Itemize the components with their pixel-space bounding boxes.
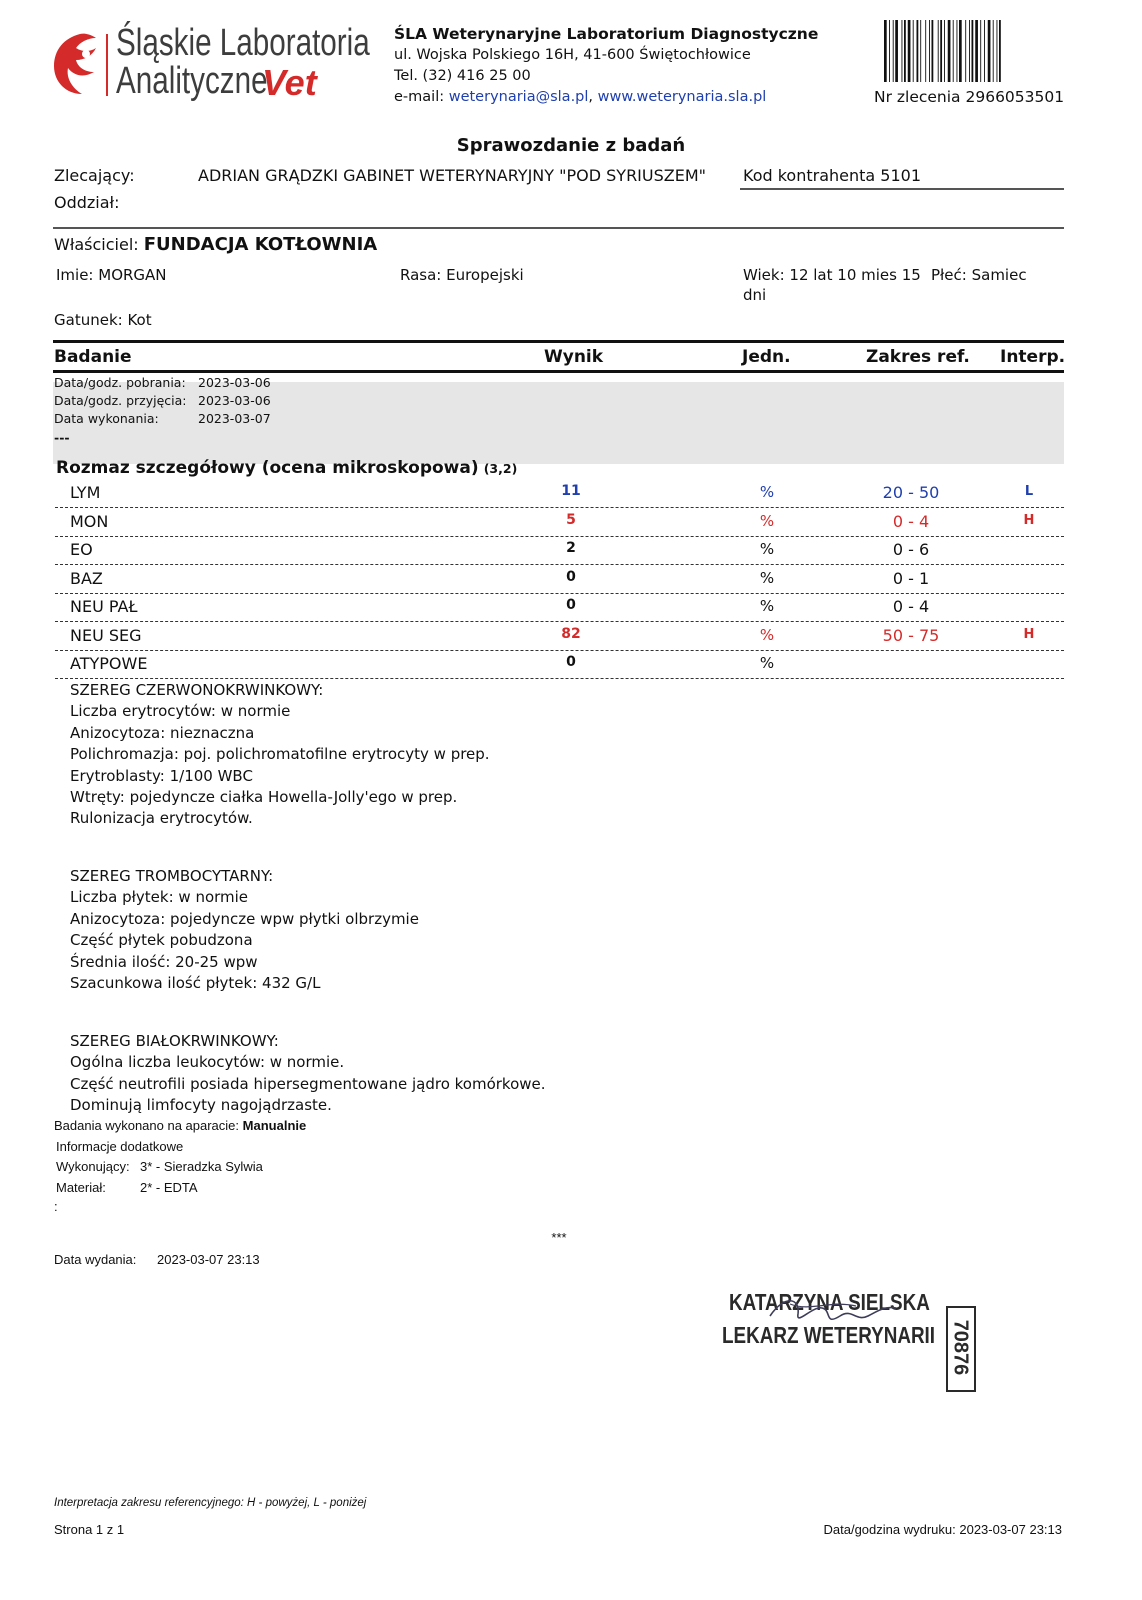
test-unit: % (759, 597, 775, 615)
test-unit: % (759, 511, 775, 530)
info-divider (53, 227, 1064, 229)
barcode-bar (889, 20, 890, 82)
barcode-bar (932, 20, 934, 82)
barcode-bar (957, 20, 958, 82)
date-value: 2023-03-06 (198, 393, 271, 408)
barcode-bar (913, 20, 914, 82)
header-result: Wynik (544, 347, 604, 367)
owner (54, 234, 377, 255)
owner-label: Właściciel: (54, 235, 139, 254)
logo-line-1: Śląskie Laboratoria (116, 22, 370, 64)
date-label: Data/godz. przyjęcia: (54, 393, 187, 408)
barcode-bar (969, 20, 970, 82)
test-flag: H (1023, 512, 1035, 528)
device-value: Manualnie (242, 1118, 307, 1133)
date-value: 2023-03-06 (198, 375, 271, 390)
branch-label: Oddział: (54, 193, 120, 212)
test-value: 0 (566, 568, 576, 585)
row-divider (55, 507, 1064, 508)
email-label: e-mail: (394, 89, 445, 105)
report-title: Sprawozdanie z badań (456, 135, 686, 156)
date-label: Data/godz. pobrania: (54, 375, 186, 390)
test-value: 5 (566, 511, 576, 528)
material-label: Materiał: (56, 1180, 106, 1195)
barcode-bar (908, 20, 911, 82)
age-line-1: Wiek: 12 lat 10 mies 15 (743, 266, 921, 284)
barcode-bar (997, 20, 998, 82)
order-number: Nr zlecenia 2966053501 (874, 88, 1065, 106)
test-name: MON (70, 511, 109, 531)
performer-value: 3* - Sieradzka Sylwia (140, 1159, 263, 1174)
note-line: Część płytek pobudzona (70, 931, 253, 950)
breed: Rasa: Europejski (400, 266, 524, 284)
barcode-bar (984, 20, 985, 82)
barcode-bar (884, 20, 887, 82)
row-divider (55, 621, 1064, 622)
date-label: Data wykonania: (54, 411, 159, 426)
page-number: Strona 1 z 1 (54, 1522, 125, 1537)
test-unit: % (759, 540, 775, 558)
row-divider (55, 536, 1064, 537)
test-name: NEU SEG (70, 625, 142, 645)
note-line: Średnia ilość: 20-25 wpw (70, 952, 258, 971)
device-line (54, 1118, 306, 1133)
test-ref-range: 0 - 4 (892, 511, 930, 531)
logo-vet: Vet (262, 62, 317, 103)
test-value: 82 (561, 625, 581, 642)
note-line: Ogólna liczba leukocytów: w normie. (70, 1053, 345, 1072)
lab-phone: Tel. (32) 416 25 00 (394, 68, 531, 84)
barcode-bar (893, 20, 894, 82)
white-series-notes (70, 1031, 546, 1117)
table-top-border (53, 340, 1064, 343)
logo-separator (106, 34, 108, 96)
print-date: Data/godzina wydruku: 2023-03-07 23:13 (823, 1522, 1062, 1537)
stamp-number-box (946, 1306, 976, 1392)
barcode-bar (993, 20, 994, 82)
barcode-bar (917, 20, 919, 82)
test-flag: H (1023, 626, 1035, 642)
barcode-bar (980, 20, 981, 82)
end-marker: *** (551, 1230, 567, 1245)
lab-address: ul. Wojska Polskiego 16H, 41-600 Świętochłowice (394, 47, 751, 63)
test-ref-range: 0 - 6 (892, 540, 930, 559)
note-line: Polichromazja: poj. polichromatofilne erytrocyty w prep. (70, 745, 490, 764)
note-line: Anizocytoza: nieznaczna (70, 723, 255, 742)
barcode-bar (902, 20, 903, 82)
table-header-border (53, 370, 1064, 373)
owner-value: FUNDACJA KOTŁOWNIA (143, 234, 378, 255)
sex: Płeć: Samiec (931, 266, 1027, 284)
barcode-bar (965, 20, 966, 82)
test-value: 2 (566, 540, 576, 556)
section-title-text: Rozmaz szczegółowy (ocena mikroskopowa) (56, 458, 479, 478)
note-line: Szacunkowa ilość płytek: 432 G/L (70, 974, 321, 993)
test-name: ATYPOWE (70, 654, 148, 673)
barcode-bar (938, 20, 939, 82)
note-line: SZEREG BIAŁOKRWINKOWY: (70, 1032, 279, 1050)
row-divider (55, 650, 1064, 651)
barcode-bar (975, 20, 978, 82)
lab-contact (394, 89, 766, 105)
test-ref-range: 50 - 75 (882, 625, 940, 645)
dates-suffix: --- (54, 430, 70, 445)
test-name: LYM (70, 483, 101, 502)
barcode-bar (895, 20, 898, 82)
empty-field-colon: : (54, 1199, 58, 1214)
issue-value: 2023-03-07 23:13 (157, 1252, 260, 1267)
barcode-bar (999, 20, 1001, 82)
barcode-bar (929, 20, 930, 82)
performer-label: Wykonujący: (56, 1159, 130, 1174)
note-line: Liczba erytrocytów: w normie (70, 702, 291, 721)
barcode-bar (972, 20, 974, 82)
test-flag: L (1024, 484, 1034, 499)
note-line: Część neutrofili posiada hipersegmentowane jądro komórkowe. (70, 1074, 546, 1093)
stamp-number: 70876 (949, 1319, 972, 1376)
test-ref-range: 0 - 1 (892, 568, 930, 588)
test-unit: % (759, 625, 775, 644)
note-line: Anizocytoza: pojedyncze wpw płytki olbrzymie (70, 909, 419, 928)
contractor-code: Kod kontrahenta 5101 (743, 166, 922, 185)
note-line: Erytroblasty: 1/100 WBC (70, 766, 253, 785)
test-value: 11 (561, 483, 581, 499)
row-divider (55, 593, 1064, 594)
test-value: 0 (566, 597, 576, 613)
platelet-series-notes (70, 866, 419, 994)
barcode-bar (940, 20, 942, 82)
section-title-suffix: (3,2) (483, 461, 518, 476)
lab-name: ŚLA Weterynaryjne Laboratorium Diagnostyczne (394, 25, 819, 43)
barcode-bar (948, 20, 951, 82)
material-value: 2* - EDTA (140, 1180, 198, 1195)
test-value: 0 (566, 654, 576, 670)
species: Gatunek: Kot (54, 311, 152, 329)
age-line-2: dni (743, 286, 767, 304)
section-title (56, 458, 517, 478)
barcode-bar (988, 20, 991, 82)
barcode-bar (944, 20, 945, 82)
stamp-name: KATARZYNA SIELSKA (729, 1289, 930, 1315)
test-name: BAZ (70, 568, 103, 588)
website-link[interactable]: www.weterynaria.sla.pl (597, 89, 767, 105)
note-line: Rulonizacja erytrocytów. (70, 809, 253, 828)
eagle-logo-icon (50, 30, 110, 98)
device-label: Badania wykonano na aparacie: (54, 1118, 240, 1133)
test-name: NEU PAŁ (70, 597, 138, 616)
animal-name: Imie: MORGAN (56, 266, 167, 284)
interpretation-note: Interpretacja zakresu referencyjnego: H - powyżej, L - poniżej (54, 1497, 367, 1509)
row-divider (55, 564, 1064, 565)
dates-block (53, 375, 1064, 464)
header-interp: Interp. (1000, 347, 1066, 367)
test-ref-range: 20 - 50 (882, 483, 940, 502)
date-value: 2023-03-07 (198, 411, 271, 426)
red-series-notes (70, 680, 490, 830)
contractor-underline (740, 188, 1064, 190)
stamp-title: LEKARZ WETERYNARII (722, 1322, 936, 1348)
test-ref-range: 0 - 4 (892, 597, 930, 616)
logo-line-2: Analityczne (116, 60, 268, 102)
signature-icon (760, 1286, 910, 1336)
note-line: Liczba płytek: w normie (70, 888, 249, 907)
header-ref: Zakres ref. (866, 347, 970, 367)
additional-info: Informacje dodatkowe (56, 1139, 184, 1154)
note-line: Dominują limfocyty nagojądrzaste. (70, 1096, 332, 1115)
test-unit: % (759, 568, 775, 587)
ordering-value: ADRIAN GRĄDZKI GABINET WETERYNARYJNY "POD SYRIUSZEM" (198, 166, 706, 185)
test-name: EO (70, 540, 93, 559)
row-divider (55, 678, 1064, 679)
contact-comma: , (588, 89, 594, 105)
barcode-bar (953, 20, 954, 82)
barcode-bar (925, 20, 926, 82)
note-line: SZEREG TROMBOCYTARNY: (70, 867, 274, 885)
barcode-icon (884, 20, 1056, 82)
issue-label: Data wydania: (54, 1252, 137, 1267)
header-test: Badanie (54, 347, 132, 367)
test-unit: % (759, 654, 775, 672)
email-link[interactable]: weterynaria@sla.pl (448, 89, 589, 105)
barcode-bar (920, 20, 921, 82)
test-unit: % (759, 483, 775, 501)
note-line: Wtręty: pojedyncze ciałka Howella-Jolly'ego w prep. (70, 788, 458, 807)
header-unit: Jedn. (742, 347, 791, 367)
note-line: SZEREG CZERWONOKRWINKOWY: (70, 681, 324, 699)
barcode-bar (959, 20, 962, 82)
barcode-bar (904, 20, 906, 82)
ordering-label: Zlecający: (54, 166, 135, 185)
